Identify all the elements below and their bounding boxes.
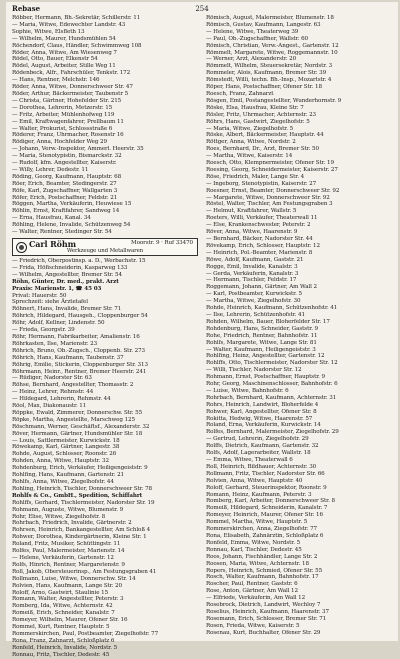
directory-entry: — Friedrich, Oberpostinsp. a. D., Werbachstr. 15: [12, 258, 146, 264]
directory-entry: Romberg, Karl, Arbeiter, Donnerschweer Str. 8: [206, 498, 335, 505]
directory-entry: Roesner, Ernst, Beamter, Donnerschweer Str. 92: [206, 187, 340, 194]
directory-entry: Röer, Erich, Beamter, Stedingerstr. 27: [12, 180, 117, 187]
directory-entry: — Walter, Rentner, Stedinger Str. 54: [12, 229, 112, 236]
directory-entry: — Emil, Kraftwagenfahrer, Prellbaum 11: [12, 118, 124, 125]
directory-entry: Rohdenburg, Erich, Verkäufer, Heiligengeiststr. 9: [12, 465, 148, 472]
directory-entry: — Frieda, Georgstr. 39: [12, 327, 75, 334]
directory-entry: Romann, Walter, Angestellter, Peterstr. 3: [12, 596, 124, 603]
left-bottom-entries: [12, 258, 198, 659]
directory-entry: — Helene, Verkäuferin, Gartenstr. 12: [12, 554, 114, 561]
directory-entry: Rövekamp, Erich, Schlosser, Hauptstr. 12: [206, 242, 320, 249]
directory-entry: Rohwer, Karl, Angestellter, Ofener Str. 8: [206, 408, 317, 415]
directory-entry: Röhr, Hermann, Fabrikarbeiter, Amalienstr. 16: [12, 333, 140, 340]
directory-entry: Röder, Arthur, Bäckermeister, Taubenstr 5: [12, 90, 129, 97]
directory-entry: Rolfes, Bernhard, Malermeister, Ziegelhofstr. 29: [206, 429, 339, 436]
directory-entry: — Else, Krankenschwester, Peterstr. 2: [206, 222, 311, 229]
directory-entry: Röhrich, Bruno, Ob.-Zugsch., Cloppenb. Str. 273: [12, 347, 146, 354]
directory-entry: Röhr, Adolf, Kellner, Lindenstr. 50: [12, 320, 105, 327]
directory-entry: Rohde, Heinrich, Kaufmann, Schützenhofstr. 41: [206, 305, 338, 312]
directory-entry: Röver, Anna, Witwe, Haarenstr. 9: [206, 229, 298, 236]
directory-entry: — Wilhelm, Angestellter, Bremer Str. 54: [12, 271, 122, 278]
directory-entry: Röske, Albert, Bäckermeister, Hauptstr. 44: [206, 132, 324, 139]
directory-entry: Rödiger, Anna, Hochfelder Weg 29: [12, 139, 107, 146]
directory-entry: Rommerskirchen, Paul, Postbeamter, Ziegelhofstr. 77: [12, 630, 159, 637]
directory-entry: Roloff, Gerhard, Steuerinspektor, Roonstr. 9: [206, 484, 327, 491]
directory-entry: Rommel, Martha, Witwe, Hauptstr. 5: [206, 519, 308, 526]
directory-entry: Röhnert, Hans, Invalide, Bremer Str. 71: [12, 306, 122, 313]
directory-entry: — Hermann, Tischler, Feldstr. 17: [206, 277, 297, 284]
directory-entry: Rohdenburg, Hans, Schneider, Gaststr. 9: [206, 325, 319, 332]
directory-entry: Rokitta, Hedwig, Witwe, Haarenstr. 57: [206, 415, 313, 422]
directory-entry: — Gertrud, Lehrerin, Ziegelhofstr. 29: [206, 436, 309, 443]
directory-entry: — Ilse, Lehrerin, Schützenhofstr. 41: [206, 311, 305, 318]
directory-entry: Rösgen, Emil, Postangestellter, Wunderhornstr. 9: [206, 97, 342, 104]
directory-entry: Rohling, Heinrich, Tischler, Donnerschweer Str. 78: [12, 485, 152, 492]
right-entries: [206, 15, 392, 637]
directory-entry: Romberg, Ida, Witwe, Achternstr. 42: [12, 603, 113, 610]
directory-entry: Rolffs, Dietrich, Kaufmann, Gartenstr. 32: [206, 443, 319, 450]
directory-entry: Röhlin, Ernst, Kraftfahrer, Sandweg 14: [12, 208, 120, 215]
directory-entry: — Dorothea, Lehrerin, Metzerstr. 15: [12, 104, 113, 111]
directory-entry: — Paul, Ob.-Zugschaffner, Wallstr. 60: [206, 35, 309, 42]
directory-entry: Röhrich, Hildegard, Hausgeh., Cloppenburger 54: [12, 313, 148, 320]
page-header: [6, 4, 398, 14]
directory-entry: Römmelt, Wilhelm, Steuersekretär, Nordstr. 3: [206, 63, 333, 70]
directory-entry: Röver, Hermann, Gärtner, Hundsmühler Str. 18: [12, 430, 143, 437]
directory-entry: Ronnau, Fritz, Tischler, Dedestr. 45: [12, 651, 110, 658]
directory-entry: Rohlfs, Margarete, Witwe, Lange Str. 81: [206, 339, 317, 346]
directory-entry: Rohwer, Dorothea, Kindergärtnerin, Kleine Str. 1: [12, 534, 147, 541]
directory-entry: Rona, Elisabeth, Zahnärztin, Schloßplatz 6: [206, 532, 324, 539]
right-column: [206, 15, 392, 639]
directory-entry: Rommerskirchen, Anna, Ziegelhofstr. 77: [206, 526, 317, 533]
advertisement-box: [12, 238, 198, 256]
directory-entry: Rohlffs, Otto, Tischlermeister, Nadorster Str. 12: [206, 360, 338, 367]
directory-entry: Röhrs, Hans, Gastwirt, Ziegelhofstr. 5: [206, 118, 310, 125]
directory-entry: Roesing, Georg, Schneidermeister, Kaiserstr. 27: [206, 166, 338, 173]
directory-entry: — Maria, Witwe, Ziegelhofstr. 5: [206, 125, 294, 132]
directory-entry: Rommeler, Alois, Kaufmann, Bremer Str. 39: [206, 70, 327, 77]
directory-entry: — Maria, Stenotypistin, Bismarckstr. 32: [12, 153, 122, 160]
directory-entry: Roscher, Paul, Rentner, Gaststr. 6: [206, 581, 298, 588]
directory-entry: — Luise, Witwe, Bahnhofstr. 6: [206, 387, 289, 394]
directory-entry: Romeyer, Heinrich, Maurer, Ofener Str. 16: [206, 512, 323, 519]
directory-entry: — Helene, Witwe, Theaterweg 39: [206, 28, 299, 35]
directory-entry: — Erna, Hausfrau, Kanal. 34: [12, 215, 91, 222]
directory-entry: Röder, Anna, Witwe, Donnerschweer Str. 47: [12, 84, 133, 91]
directory-entry: Rolfes, Paul, Malermeister, Marienstr. 14: [12, 548, 125, 555]
directory-entry: Rogge, Emil, Invalide, Kanalstr. 3: [206, 263, 298, 270]
directory-entry: — Walter, Kaufmann, Heiligengeiststr. 3: [206, 346, 316, 353]
directory-entry: Rohlfing, Hans, Kaufmann, Gartenstr. 21: [12, 472, 124, 479]
directory-entry: — Martha, Witwe, Ziegelhofstr. 30: [206, 298, 301, 305]
running-head: Rebase: [12, 4, 41, 13]
directory-entry: Röwe, Adolf, Kaufmann, Gaststr. 21: [206, 256, 304, 263]
directory-entry: Rohrbach, Friedrich, Invalide, Gärtnerstr. 2: [12, 520, 132, 527]
directory-entry: Röwekamp, Karl, Gärtner, Langestr. 38: [12, 444, 120, 451]
directory-entry: — Louis, Sattlermeister, Kurwickstr. 18: [12, 437, 120, 444]
directory-entry: — Werner, Arzt, Alexanderstr. 20: [206, 56, 297, 63]
directory-entry: Roland, Erna, Verkäuferin, Kurwickstr. 14: [206, 422, 321, 429]
directory-entry: Rohlfs, Anna, Witwe, Ziegelhofstr. 44: [12, 479, 114, 485]
directory-entry: Röhse, Bernhard, Angestellter, Thomasstr. 2: [12, 382, 134, 389]
directory-entry: Ronfeld, Emma, Witwe, Nordstr. 5: [206, 539, 301, 546]
directory-entry: — Hildegard, Lehrerin, Rehmstr. 44: [12, 396, 111, 403]
directory-entry: — Helmut, Kraftfahrer, Wallstr. 5: [206, 208, 297, 215]
directory-entry: — Johann, Verw.-Inspektor, Ammerl. Heerstr. 35: [12, 146, 144, 153]
directory-entry: Röttger, Anna, Witwe, Nordstr. 2: [206, 139, 296, 146]
directory-entry: Rohlfing, Heinz, Angestellter, Gartenstr. 12: [206, 353, 325, 360]
directory-entry: Roloff, Arno, Gastwirt, Staulinie 15: [12, 589, 109, 596]
directory-entry: Rohlffs, Gerhard, Tischlermeister, Nadorster Str. 19: [12, 499, 155, 506]
directory-entry: Rosebrock, Dietrich, Landwirt, Wechloy 7: [206, 602, 321, 609]
directory-entry: — Gerda, Verkäuferin, Kanalstr. 3: [206, 270, 299, 277]
directory-entry: Rohden, Wilhelm, Bauer, Bloherfelder Str. 17: [206, 318, 330, 325]
directory-entry: Rödel, August, Arbeiter, Stille Weg 11: [12, 63, 116, 70]
left-top-entries: [12, 15, 198, 236]
directory-entry: Rohden, Anna, Witwe, Hauptstr. 32: [12, 458, 109, 465]
advert-subtitle: Werkzeuge und Metallwaren: [66, 248, 144, 254]
directory-entry: Rohde, August, Schlosser, Roonstr. 26: [12, 451, 117, 458]
directory-entry: — Walter, Prokurist, Schlossstraße 6: [12, 125, 113, 132]
directory-entry: Rohmann, Ernst, Postschaffner, Hauptstr. 9: [206, 374, 325, 381]
directory-entry: Rohr, Elise, Witwe, Ziegelhofstr. 8: [12, 513, 106, 520]
directory-entry: — Emma, Witwe, Theaterwall 6: [206, 457, 293, 463]
page-number: 254: [195, 5, 209, 13]
directory-entry: Rona, Franz, Zahnarzt, Schloßplatz 6: [12, 637, 115, 644]
directory-entry: Röhrich, Hans, Kaufmann, Taubenstr. 37: [12, 354, 124, 361]
directory-entry: Rommel, Kurt, Rentner, Hauptstr. 5: [12, 624, 110, 631]
directory-entry: Röper, Hans, Postschaffner, Ofener Str. 18: [206, 84, 322, 91]
directory-entry: Röppke, Ewald, Zimmerer, Donnerschw. Str. 55: [12, 409, 143, 416]
directory-entry: — Christa, Gärtner, Hohefelder Str. 215: [12, 97, 122, 104]
directory-entry: — Maria, Witwe, Edewechter Landstr. 43: [12, 21, 126, 28]
directory-entry: Röpke, Martha, Angestellte, Marschweg 125: [12, 416, 135, 423]
directory-entry: — Elfriede, Verkäuferin, Am Wall 12: [206, 595, 306, 602]
directory-entry: Römisch, Gustav, Kaufmann, Langestr. 63: [206, 21, 321, 28]
directory-entry: Röse, Friedrich, Maler, Lange Str. 4: [206, 173, 305, 180]
advert-name: Carl Röhm: [29, 239, 76, 249]
directory-entry: Praxis: Marienstr. 1, ☎ 45 03: [12, 285, 102, 292]
directory-entry: Röggen, Martha, Verkäuferin, Heuwiese 15: [12, 201, 132, 208]
directory-entry: Roes, Bernhard, Dr., Arzt, Bremer Str. 50: [206, 146, 319, 153]
directory-entry: Römisch, August, Malermeister, Blumenstr. 18: [206, 15, 334, 21]
directory-entry: Rohrsen, Heinrich, Bankangestellter, Am Schloß 4: [12, 527, 151, 534]
directory-entry: Röschmann, Werner, Geschäftsf., Alexanderstr. 32: [12, 423, 150, 430]
directory-entry: Rohmann, Auguste, Witwe, Blumenstr. 9: [12, 506, 124, 513]
left-column: [12, 15, 198, 658]
directory-entry: Rolfs, Hinrich, Rentner, Margaretenstr. 9: [12, 561, 125, 568]
directory-entry: Sprechzeit: siehe Ärztetafel: [12, 299, 88, 306]
directory-entry: — Willi, Tischler, Nadorster Str. 12: [206, 367, 302, 374]
directory-entry: Ronfeld, Heinrich, Invalide, Nordstr. 5: [12, 644, 118, 651]
directory-entry: — Hans, Rentner, Melchstr. 146: [12, 77, 100, 84]
directory-entry: Rösler, Fritz, Uhrmacher, Achternstr. 23: [206, 111, 317, 118]
directory-entry: Röhrkasten, Ilse, Marienstr. 23: [12, 340, 98, 347]
directory-entry: Röske, Elsa, Hausfrau, Kleine Str. 7: [206, 104, 304, 111]
directory-entry: Rosen, Frieda, Witwe, Kaiserstr. 5: [206, 622, 300, 629]
directory-entry: Röding, Georg, Kaufmann, Hauptstr. 68: [12, 173, 122, 180]
directory-entry: — Ingeborg, Stenotypistin, Kaiserstr. 27: [206, 180, 317, 187]
directory-entry: Rollmann, Fritz, Tischler, Nadorster Str. 66: [206, 470, 325, 477]
directory-entry: — Karl, Postbeamter, Kurwickstr. 5: [206, 291, 302, 298]
directory-entry: — Bernhard, Bäcker, Nadorster Str. 44: [206, 236, 313, 242]
directory-entry: — Rüdiger, Nadorster Str. 63: [12, 375, 92, 382]
directory-entry: — Frida, Höfischneiderin, Kasparweg 133: [12, 264, 128, 271]
directory-entry: Rosenau, Kurt, Buchhalter, Ofener Str. 29: [206, 629, 321, 636]
directory-entry: Roeters, Willi, Verkäufer, Theaterwall 11: [206, 215, 318, 222]
directory-entry: Röstel, Walter, Tischler, Am Festungsgraben 3: [206, 201, 333, 208]
directory-entry: — Heinrich, Pol.-Beamter, Marienstr. 8: [206, 249, 313, 256]
directory-entry: Röbber, Hermann, Bh.-Sekretär, Schillerstr. 11: [12, 15, 141, 21]
directory-entry: Roesch, Franz, Zahnarzt: [206, 90, 274, 97]
directory-entry: Röhrmann, Heinr., Rentner, Bremer Heerstr. 241: [12, 368, 147, 375]
directory-entry: — Willy, Lehrer, Dedestr. 11: [12, 166, 89, 173]
directory-entry: Röfe, Karl, Zugschaffner, Wallgarten 3: [12, 187, 118, 194]
advert-phone: Moorstr. 9 · Ruf 33470: [130, 240, 193, 246]
directory-entry: Romeiß, Hildegard, Schneiderin, Kanalstr. 7: [206, 505, 328, 512]
directory-entry: Röderer, Franz, Uhrmacher, Rosenstr 16: [12, 132, 124, 139]
directory-entry: Röhrig, Emilie, Stickerin, Cloppenburger Str. 313: [12, 361, 148, 368]
directory-entry: — Rudolf, kfm. Angestellter, Kaiserstr.: [12, 160, 117, 167]
directory-entry: Sophie, Witwe, Elsfleth 13: [12, 28, 85, 35]
directory-entry: — Heinz, Lehrer, Rehmstr. 44: [12, 389, 94, 396]
directory-entry: Ropers, Heinrich, Schmied, Ofener Str. 55: [206, 567, 323, 574]
directory-entry: — Martha, Witwe, Kaiserstr. 14: [206, 153, 293, 160]
directory-entry: — Fritz, Arbeiter, Mühlenhofweg 119: [12, 111, 115, 118]
directory-entry: Rohlfs & Co., GmbH., Spedition, Schiffahrt: [12, 492, 143, 499]
directory-entry: Rosch, Walter, Kaufmann, Bahnhofstr. 17: [206, 574, 319, 581]
directory-entry: Rödel, Otto, Bauer, Elkenstr 54: [12, 56, 98, 63]
directory-entry: Romeyer, Wilhelm, Maurer, Ofener Str. 16: [12, 617, 128, 624]
directory-entry: Roland, Fritz, Musiker, Schüttingstr. 11: [12, 541, 121, 548]
directory-entry: Römmelt, Margarete, Witwe, Roggemannstr. 10: [206, 49, 338, 56]
directory-entry: — Wilhelm, Maurer, Hundsmühlen 54: [12, 35, 116, 42]
directory-entry: Röder, Anna, Witwe, Am Wiesenweg 7: [12, 49, 117, 56]
directory-entry: Roll, Heinrich, Bildhauer, Achternstr. 30: [206, 463, 317, 470]
directory-entry: Romeiß, Erich, Schneider, Kanalstr. 7: [12, 610, 115, 617]
directory-entry: Röchendorf, Claus, Händler, Schwimmweg 108: [12, 42, 142, 49]
directory-entry: Rohr, Georg, Maschinenschlosser, Bahnhofstr. 6: [206, 381, 338, 388]
directory-entry: Rose, Anton, Gärtner, Am Wall 12: [206, 588, 298, 595]
directory-entry: Roselius, Heinrich, Kaufmann, Haarenstr. 37: [206, 608, 329, 615]
directory-entry: Roos, Johann, Fischhändler, Lange Str. 2: [206, 553, 318, 560]
directory-entry: Privat: Hauerstr. 50: [12, 292, 67, 299]
directory-entry: Rohe, Friedrich, Rentner, Bahnhofstr. 11: [206, 332, 318, 339]
directory-entry: Röfer, Erich, Postschaffner, Feldstr. 21: [12, 194, 118, 201]
directory-entry: Romann, Heinz, Kaufmann, Peterstr. 3: [206, 491, 312, 498]
directory-entry: Rohrs, Heinrich, Landwirt, Bloherfelde 4: [206, 401, 319, 408]
directory-entry: Rolvien, Anna, Witwe, Hauptstr. 40: [206, 477, 303, 484]
directory-entry: Rohrbach, Bernhard, Kaufmann, Achternstr. 31: [206, 394, 337, 401]
directory-page: [6, 2, 398, 658]
directory-entry: Röhling, Helene, Invalide, Schützenweg 54: [12, 222, 131, 229]
directory-entry: Römstedt, Willi, techn. Bh.-Insp., Mozartstr. 4: [206, 77, 332, 84]
directory-entry: Roggemann, Johann, Gärtner, Am Wall 2: [206, 284, 317, 291]
directory-entry: Roosen, Maria, Witwe, Achternstr. 18: [206, 560, 309, 567]
directory-entry: Rödenbeck, Alfr., Fahrschüler, Tenkstr. 172: [12, 70, 131, 77]
directory-entry: Röol, Max, Diakonaustr. 11: [12, 403, 87, 410]
directory-entry: Rollmann, Luise, Witwe, Donnerschw. Str. 14: [12, 575, 136, 582]
directory-entry: Römisch, Christian, Verw.-Angest., Gartenstr. 12: [206, 42, 339, 49]
directory-entry: Rolfs, Adolf, Lagerarbeiter, Wallstr. 18: [206, 450, 311, 457]
directory-entry: Röhn, Günter, Dr. med., prakt. Arzt: [12, 278, 119, 285]
directory-entry: Rosemann, Erich, Schlosser, Bremer Str. 71: [206, 615, 327, 622]
directory-entry: Ronnau, Karl, Tischler, Dedestr. 45: [206, 546, 302, 553]
directory-entry: Roll, Jakob, Obersteuerinsp., Am Festungsgraben 41: [12, 568, 157, 575]
directory-entry: Roesch, Otto, Klempnermeister, Ofener Str. 19: [206, 160, 334, 167]
directory-entry: — Margarete, Witwe, Donnerschweer Str. 92: [206, 194, 330, 201]
directory-entry: Rolvien, Hans, Kaufmann, Lange Str. 20: [12, 582, 122, 589]
